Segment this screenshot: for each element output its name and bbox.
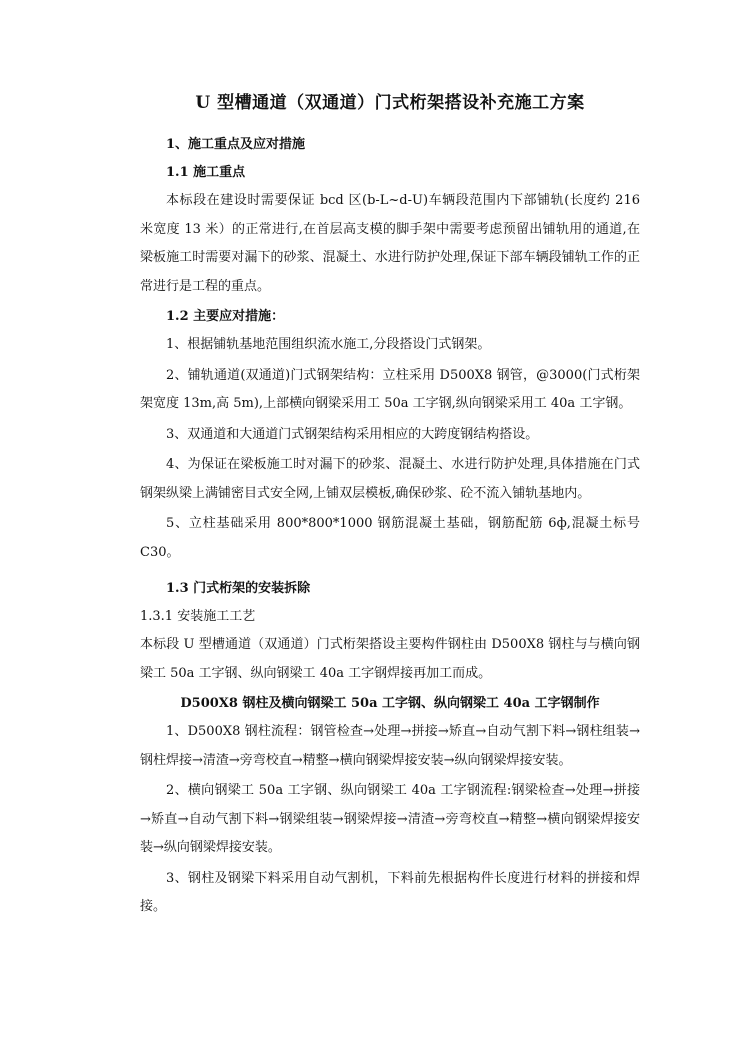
measure-item-3: 3、双通道和大通道门式钢架结构采用相应的大跨度钢结构搭设。 bbox=[166, 426, 539, 442]
measure-item-1: 1、根据铺轨基地范围组织流水施工,分段搭设门式钢架。 bbox=[166, 337, 491, 352]
section-1-2-heading: 1.2 主要应对措施： bbox=[166, 309, 285, 324]
document-title: U 型槽通道（双通道）门式桁架搭设补充施工方案 bbox=[195, 93, 585, 113]
fabrication-item-1: 1、D500X8 钢柱流程：钢管检查→处理→拼接→矫直→自动气割下料→钢柱组装→钢柱焊接→清渣→旁弯校直→精整→横向钢梁焊接安装→纵向钢梁焊接安装。 bbox=[140, 724, 640, 768]
section-1-3-1-heading: 1.3.1 安装施工工艺 bbox=[140, 609, 256, 624]
section-1-heading: 1、施工重点及应对措施 bbox=[166, 137, 306, 152]
section-1-3-intro: 本标段 U 型槽通道（双通道）门式桁架搭设主要构件钢柱由 D500X8 钢柱与与横向钢梁工 50a 工字钢、纵向钢梁工 40a 工字钢焊接再加工而成。 bbox=[140, 637, 640, 681]
fabrication-heading: D500X8 钢柱及横向钢梁工 50a 工字钢、纵向钢梁工 40a 工字钢制作 bbox=[180, 696, 600, 711]
section-1-1-heading: 1.1 施工重点 bbox=[166, 165, 246, 180]
measure-item-4: 4、为保证在梁板施工时对漏下的砂浆、混凝土、水进行防护处理,具体措施在门式钢架纵梁上满铺密目式安全网,上铺双层模板,确保砂浆、砼不流入铺轨基地内。 bbox=[140, 457, 640, 501]
fabrication-item-2: 2、横向钢梁工 50a 工字钢、纵向钢梁工 40a 工字钢流程:钢梁检查→处理→拼接→矫直→自动气割下料→钢梁组装→钢梁焊接→清渣→旁弯校直→精整→横向钢梁焊接安装→纵向钢梁焊接安装。 bbox=[140, 783, 640, 855]
measure-item-2: 2、铺轨通道(双通道)门式钢架结构：立柱采用 D500X8 钢管，@3000(门式桁架架宽度 13m,高 5m),上部横向钢梁采用工 50a 工字钢,纵向钢梁采用工 40a 工字钢。 bbox=[140, 367, 640, 411]
measure-item-5: 5、立柱基础采用 800*800*1000 钢筋混凝土基础，钢筋配筋 6ф,混凝土标号 C30。 bbox=[140, 516, 640, 560]
section-1-3-heading: 1.3 门式桁架的安装拆除 bbox=[166, 581, 311, 596]
section-1-1-paragraph: 本标段在建设时需要保证 bcd 区(b-L~d-U)车辆段范围内下部铺轨(长度约 216 米宽度 13 米）的正常进行,在首层高支模的脚手架中需要考虑预留出铺轨用的通道,在梁板施工时需要对漏下的砂浆、混凝土、水进行防护处理,保证下部车辆段铺轨工作的正常进行是工程的重点。 bbox=[140, 193, 640, 294]
fabrication-item-3: 3、钢柱及钢梁下料采用自动气割机，下料前先根据构件长度进行材料的拼接和焊接。 bbox=[140, 870, 640, 914]
